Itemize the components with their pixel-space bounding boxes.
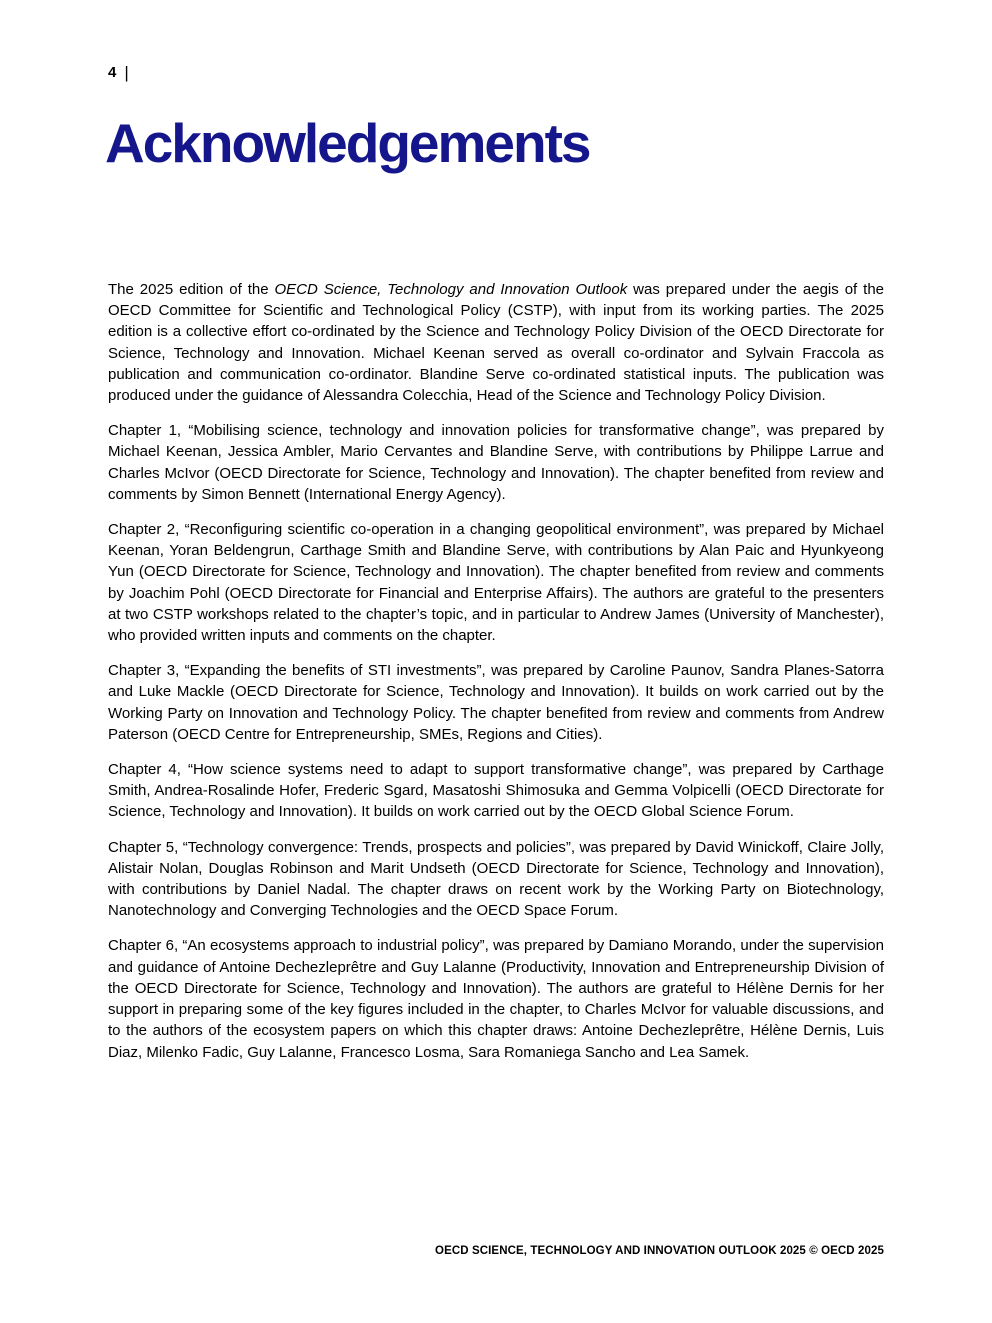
page-footer [435,1245,884,1257]
page-header [108,62,129,84]
acknowledgements-body [108,279,884,1077]
book-title-italic: OECD Science, Technology and Innovation Outlook [274,281,628,298]
intro-text-after: was prepared under the aegis of the OECD Committee for Scientific and Technological Policy (CSTP), with input from its working parties. The 2025 edition is a collective effort co-ordinated by the Science and Technology Policy Division of the OECD Directorate for Science, Technology and Innovation. Michael Keenan served as overall co-ordinator and Sylvain Fraccola as publication and communication co-ordinator. Blandine Serve co-ordinated statistical inputs. The publication was produced under the guidance of Alessandra Colecchia, Head of the Science and Technology Policy Division. [108,281,884,405]
chapter-paragraph-5: Chapter 5, “Technology convergence: Trends, prospects and policies”, was prepared by David Winickoff, Claire Jolly, Alistair Nolan, Douglas Robinson and Marit Undseth (OECD Directorate for Science, Technology and Innovation), with contributions by Daniel Nadal. The chapter draws on recent work by the Working Party on Biotechnology, Nanotechnology and Converging Technologies and the OECD Space Forum. [108,838,884,920]
chapter-paragraph-6: Chapter 6, “An ecosystems approach to industrial policy”, was prepared by Damiano Morando, under the supervision and guidance of Antoine Dechezleprêtre and Guy Lalanne (Productivity, Innovation and Entrepreneurship Division of the OECD Directorate for Science, Technology and Innovation). The authors are grateful to Hélène Dernis for her support in preparing some of the key figures included in the chapter, to Charles McIvor for valuable discussions, and to the authors of the ecosystem papers on which this chapter draws: Antoine Dechezleprêtre, Hélène Dernis, Luis Diaz, Milenko Fadic, Guy Lalanne, Francesco Losma, Sara Romaniega Sancho and Lea Samek. [108,937,884,1061]
page-title: Acknowledgements [105,112,590,174]
intro-paragraph [108,279,884,406]
chapter-paragraph-2: Chapter 2, “Reconfiguring scientific co-operation in a changing geopolitical environment”, was prepared by Michael Keenan, Yoran Beldengrun, Carthage Smith and Blandine Serve, with contributions by Alan Paic and Hyunkyeong Yun (OECD Directorate for Science, Technology and Innovation). The chapter benefited from review and comments by Joachim Pohl (OECD Directorate for Financial and Enterprise Affairs). The authors are grateful to the presenters at two CSTP workshops related to the chapter’s topic, and in particular to Andrew James (University of Manchester), who provided written inputs and comments on the chapter. [108,521,884,645]
intro-text-before: The 2025 edition of the [108,281,275,298]
footer-running-title: OECD SCIENCE, TECHNOLOGY AND INNOVATION OUTLOOK 2025 © OECD 2025 [435,1245,884,1257]
chapter-paragraph-1: Chapter 1, “Mobilising science, technology and innovation policies for transformative change”, was prepared by Michael Keenan, Jessica Ambler, Mario Cervantes and Blandine Serve, with contributions by Philippe Larrue and Charles McIvor (OECD Directorate for Science, Technology and Innovation). The chapter benefited from review and comments by Simon Bennett (International Energy Agency). [108,422,884,503]
chapter-paragraph-4: Chapter 4, “How science systems need to adapt to support transformative change”, was prepared by Carthage Smith, Andrea-Rosalinde Hofer, Frederic Sgard, Masatoshi Shimosuka and Gemma Volpicelli (OECD Directorate for Science, Technology and Innovation). It builds on work carried out by the OECD Global Science Forum. [108,761,884,821]
chapter-paragraph-3: Chapter 3, “Expanding the benefits of STI investments”, was prepared by Caroline Paunov, Sandra Planes-Satorra and Luke Mackle (OECD Directorate for Science, Technology and Innovation). It builds on work carried out by the Working Party on Innovation and Technology Policy. The chapter benefited from review and comments from Andrew Paterson (OECD Centre for Entrepreneurship, SMEs, Regions and Cities). [108,662,884,743]
page-margin-separator: | [124,63,129,82]
page-number: 4 [108,64,117,81]
